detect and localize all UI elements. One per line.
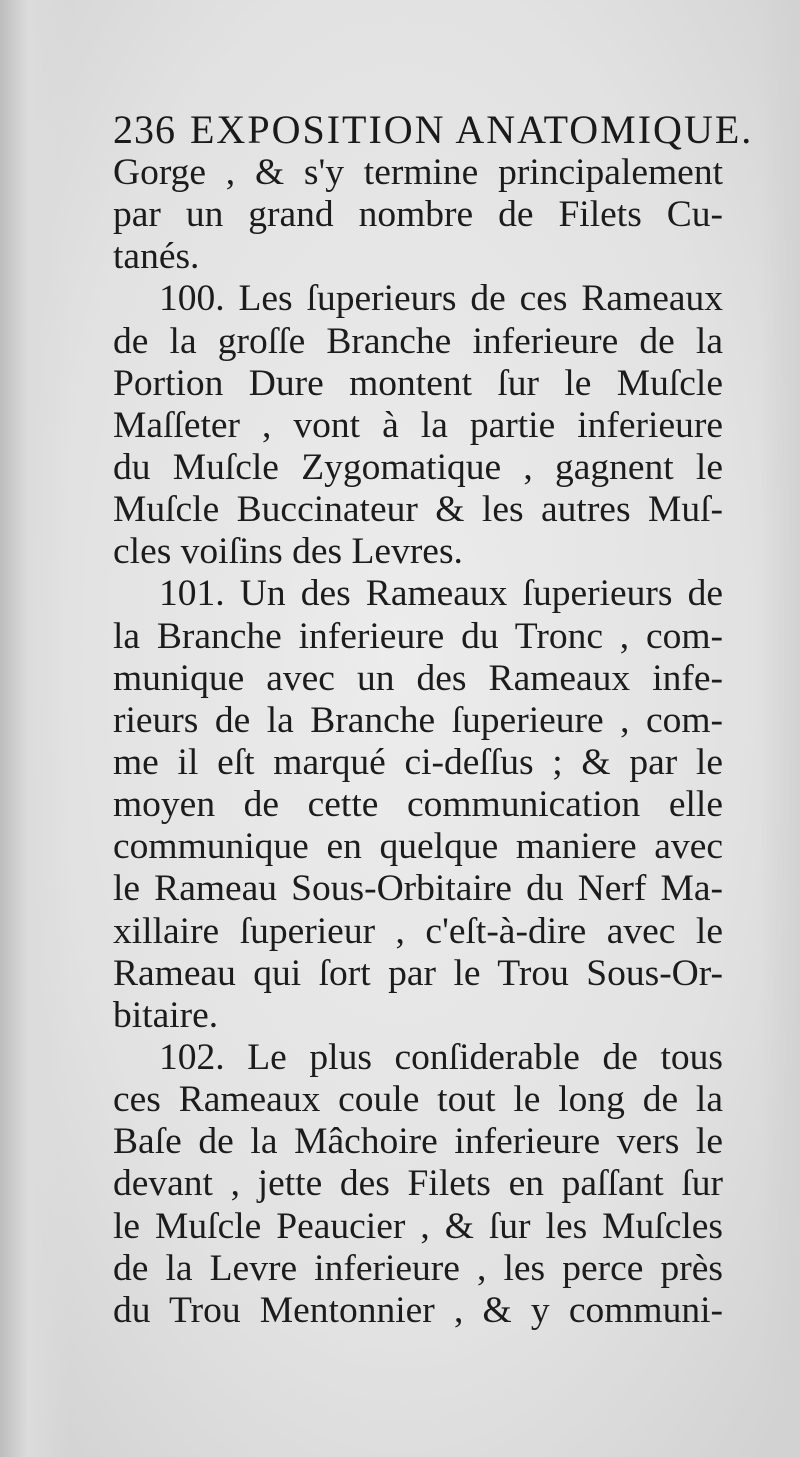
- text-line: cles voiſins des Levres.: [113, 531, 463, 573]
- page-gutter-shadow: [0, 0, 70, 1457]
- text-line: le Rameau Sous-Orbitaire du Nerf Ma-: [113, 868, 723, 910]
- text-line: munique avec un des Rameaux infe-: [113, 657, 723, 699]
- text-line: xillaire ſuperieur , c'eſt-à-dire avec le: [113, 910, 723, 952]
- text-line: bitaire.: [113, 994, 219, 1036]
- text-line: du Muſcle Zygomatique , gagnent le: [113, 446, 723, 488]
- text-line: le Muſcle Peaucier , & ſur les Muſcles: [113, 1205, 723, 1247]
- text-line: de la groſſe Branche inferieure de la: [113, 320, 723, 362]
- text-line: ces Rameaux coule tout le long de la: [113, 1079, 723, 1121]
- text-line: moyen de cette communication elle: [113, 784, 723, 826]
- text-line: rieurs de la Branche ſuperieure , com-: [113, 699, 723, 741]
- text-line: de la Levre inferieure , les perce près: [113, 1247, 723, 1289]
- text-line: Baſe de la Mâchoire inferieure vers le: [113, 1121, 723, 1163]
- page-edge-shadow: [760, 0, 800, 1457]
- running-title: EXPOSITION ANATOMIQUE.: [190, 107, 754, 152]
- text-line: Gorge , & s'y termine principalement: [113, 152, 723, 193]
- text-line: Maſſeter , vont à la partie inferieure: [113, 404, 723, 446]
- text-line: Muſcle Buccinateur & les autres Muſ-: [113, 489, 723, 531]
- text-line: me il eſt marqué ci-deſſus ; & par le: [113, 741, 723, 783]
- paragraph-101-first-line: 101. Un des Rameaux ſuperieurs de: [159, 573, 723, 615]
- paragraph-102-first-line: 102. Le plus conſiderable de tous: [159, 1036, 723, 1078]
- running-header: [113, 107, 754, 152]
- text-line: tanés.: [113, 236, 200, 278]
- text-line: communique en quelque maniere avec: [113, 826, 723, 868]
- text-line: par un grand nombre de Filets Cu-: [113, 194, 723, 236]
- paragraph-100-first-line: 100. Les ſuperieurs de ces Rameaux: [159, 278, 723, 320]
- text-line: du Trou Mentonnier , & y communi-: [113, 1289, 723, 1331]
- body-text: [113, 152, 723, 1332]
- text-line: la Branche inferieure du Tronc , com-: [113, 615, 723, 657]
- text-line: Portion Dure montent ſur le Muſcle: [113, 362, 723, 404]
- page-number: 236: [113, 107, 176, 152]
- text-line: Rameau qui ſort par le Trou Sous-Or-: [113, 952, 723, 994]
- text-line: devant , jette des Filets en paſſant ſur: [113, 1163, 723, 1205]
